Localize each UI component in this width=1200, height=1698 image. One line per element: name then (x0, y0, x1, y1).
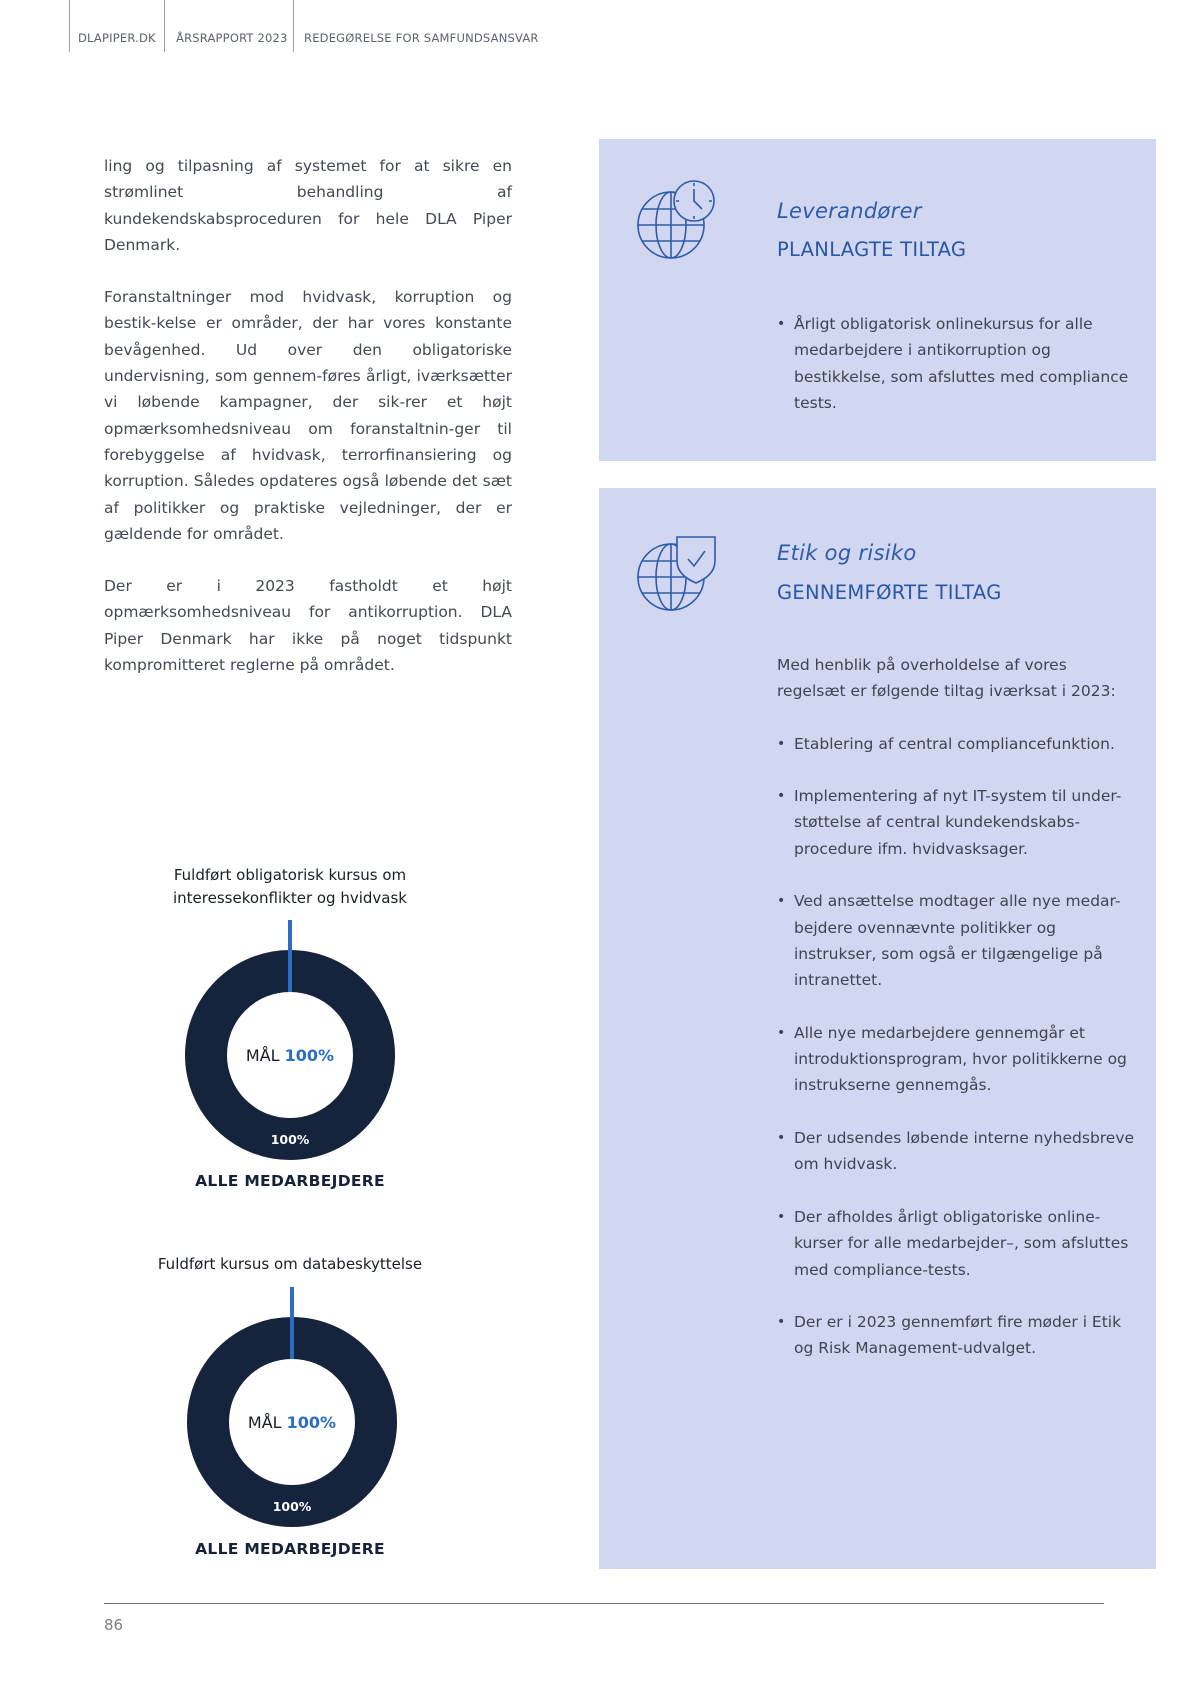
data-label: 100% (272, 1499, 312, 1514)
nav-item-annual-report[interactable]: ÅRSRAPPORT 2023 (176, 31, 288, 45)
body-paragraph: Foranstaltninger mod hvidvask, korruption og bestik-kelse er områder, der har vores konstante bevågenhed. Ud over den obligatoriske undervisning, som gennem-føres årligt, iværksætter vi løbende kampagner, der sik-rer et højt opmærksomhedsniveau om foranstaltnin-ger til forebyggelse af hvidvask, terrorfinansiering og korruption. Således opdateres også løbende det sæt af politikker og praktiske vejledninger, der er gældende for området. (104, 288, 512, 543)
list-item: • Etablering af central compliancefunktion. (777, 731, 1137, 757)
chart-footer-label: ALLE MEDARBEJDERE (195, 1172, 385, 1190)
panel-title: PLANLAGTE TILTAG (777, 238, 967, 261)
panel-body (777, 652, 1137, 1388)
body-paragraph: Der er i 2023 fastholdt et højt opmærksomhedsniveau for antikorruption. DLA Piper Denmark har ikke på noget tidspunkt kompromitteret reglerne på området. (104, 577, 512, 675)
page-number: 86 (104, 1616, 124, 1634)
panel-subtitle: Etik og risiko (777, 541, 917, 565)
panel-ethics-risk (599, 488, 1156, 1569)
center-label: MÅL 100% (247, 1413, 337, 1432)
donut-chart-interest-conflicts (170, 920, 410, 1164)
panel-intro: Med henblik på overholdelse af vores regelsæt er følgende tiltag iværksat i 2023: (777, 656, 1116, 701)
chart-title: Fuldført kursus om databeskyttelse (157, 1255, 423, 1273)
body-paragraph: ling og tilpasning af systemet for at sikre en strømlinet behandling af kundekendskabsproceduren for hele DLA Piper Denmark. (104, 157, 512, 254)
list-item: • Alle nye medarbejdere gennemgår et introduktionsprogram, hvor politikkerne og instrukserne gennemgås. (777, 1020, 1137, 1099)
nav-item-website[interactable]: DLAPIPER.DK (78, 31, 156, 45)
center-label: MÅL 100% (245, 1046, 335, 1065)
top-navigation (0, 0, 700, 52)
globe-shield-icon (637, 533, 717, 613)
nav-item-csr-report[interactable]: REDEGØRELSE FOR SAMFUNDSANSVAR (304, 31, 539, 45)
list-item: • Der udsendes løbende interne nyhedsbreve om hvidvask. (777, 1125, 1137, 1178)
chart-footer-label: ALLE MEDARBEJDERE (195, 1540, 385, 1558)
panel-subtitle: Leverandører (777, 199, 922, 223)
list-item: • Der er i 2023 gennemført fire møder i Etik og Risk Management-udvalget. (777, 1309, 1137, 1362)
data-label: 100% (270, 1132, 310, 1147)
nav-divider (293, 0, 294, 52)
list-item: • Implementering af nyt IT-system til under-støttelse af central kundekendskabs-procedure ifm. hvidvasksager. (777, 783, 1137, 862)
list-item: • Årligt obligatorisk onlinekursus for alle medarbejdere i antikorruption og bestikkelse, som afsluttes med compliance tests. (777, 311, 1137, 416)
panel-suppliers (599, 139, 1156, 461)
panel-title: GENNEMFØRTE TILTAG (777, 581, 1002, 604)
bullet-list (777, 311, 1137, 416)
chart-caption-block (120, 1253, 460, 1276)
chart-caption-block (120, 864, 460, 909)
nav-divider (164, 0, 165, 52)
nav-divider (69, 0, 70, 52)
footer-divider (104, 1603, 1104, 1604)
globe-clock-icon (637, 179, 717, 263)
bullet-list (777, 731, 1137, 1362)
chart-title: Fuldført obligatorisk kursus om interessekonflikter og hvidvask (172, 866, 407, 907)
list-item: • Der afholdes årligt obligatoriske online-kurser for alle medarbejder–, som afsluttes med compliance-tests. (777, 1204, 1137, 1283)
body-text-column (104, 153, 512, 704)
panel-body (777, 311, 1137, 442)
donut-chart-data-protection (172, 1287, 412, 1531)
list-item: • Ved ansættelse modtager alle nye medar-bejdere ovennævnte politikker og instrukser, som også er tilgængelige på intranettet. (777, 888, 1137, 993)
